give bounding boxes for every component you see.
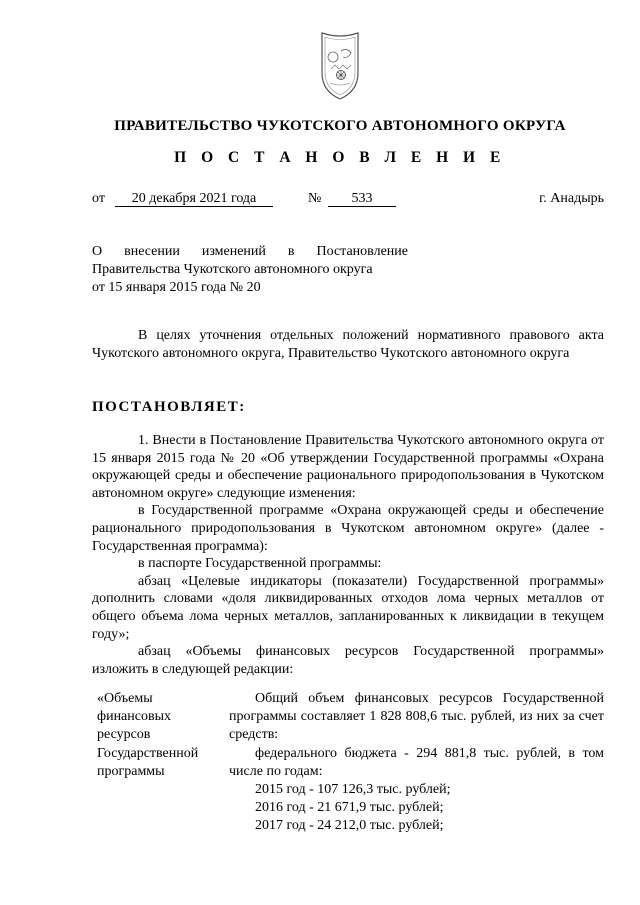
decree-date: 20 декабря 2021 года xyxy=(115,191,273,207)
number-label: № xyxy=(308,191,322,206)
funding-year: 2016 год - 21 671,9 тыс. рублей; xyxy=(255,800,444,816)
decree-subject xyxy=(92,243,408,297)
body-paragraph: абзац «Целевые индикаторы (показатели) Государственной программы» дополнить словами «доля ликвидированных отходов лома черных металлов от общего объема лома черных металлов, запланированных к ликвидации в текущем году»; xyxy=(92,573,604,642)
subject-line: от 15 января 2015 года № 20 xyxy=(92,280,261,295)
from-label: от xyxy=(92,191,105,206)
subject-line: Правительства Чукотского автономного округа xyxy=(92,262,373,277)
funding-year: 2015 год - 107 126,3 тыс. рублей; xyxy=(255,782,451,798)
funding-intro: Общий объем финансовых ресурсов Государственной программы составляет 1 828 808,6 тыс. рублей, из них за счет средств: xyxy=(229,691,604,743)
decree-title: П О С Т А Н О В Л Е Н И Е xyxy=(174,149,506,166)
funding-federal: федерального бюджета - 294 881,8 тыс. рублей, в том числе по годам: xyxy=(229,745,604,779)
government-name: ПРАВИТЕЛЬСТВО ЧУКОТСКОГО АВТОНОМНОГО ОКРУГА xyxy=(114,118,566,134)
funding-year: 2017 год - 24 212,0 тыс. рублей; xyxy=(255,818,444,834)
decree-number: 533 xyxy=(328,191,396,207)
city: г. Анадырь xyxy=(539,191,604,206)
decree-body xyxy=(92,432,604,678)
subject-line: О внесении изменений в Постановление xyxy=(92,244,408,259)
table-label: «Объемы финансовых ресурсов Государственной программы xyxy=(97,691,199,779)
table-content xyxy=(229,690,604,836)
resolves-heading: ПОСТАНОВЛЯЕТ: xyxy=(92,399,246,415)
coat-of-arms-icon xyxy=(300,25,380,105)
body-paragraph: 1. Внести в Постановление Правительства Чукотского автономного округа от 15 января 2015 года № 20 «Об утверждении Государственной программы «Охрана окружающей среды и обеспечение рационального природопользования в Чукотском автономном округе» следующие изменения: xyxy=(92,433,604,501)
body-paragraph: в Государственной программе «Охрана окружающей среды и обеспечение рационального природопользования в Чукотском автономном округе» (далее - Государственная программа): xyxy=(92,503,604,554)
body-paragraph: в паспорте Государственной программы: xyxy=(138,556,382,572)
body-paragraph: абзац «Объемы финансовых ресурсов Государственной программы» изложить в следующей редакции: xyxy=(92,644,604,677)
preamble: В целях уточнения отдельных положений нормативного правового акта Чукотского автономного округа, Правительство Чукотского автономного округа xyxy=(92,328,604,361)
